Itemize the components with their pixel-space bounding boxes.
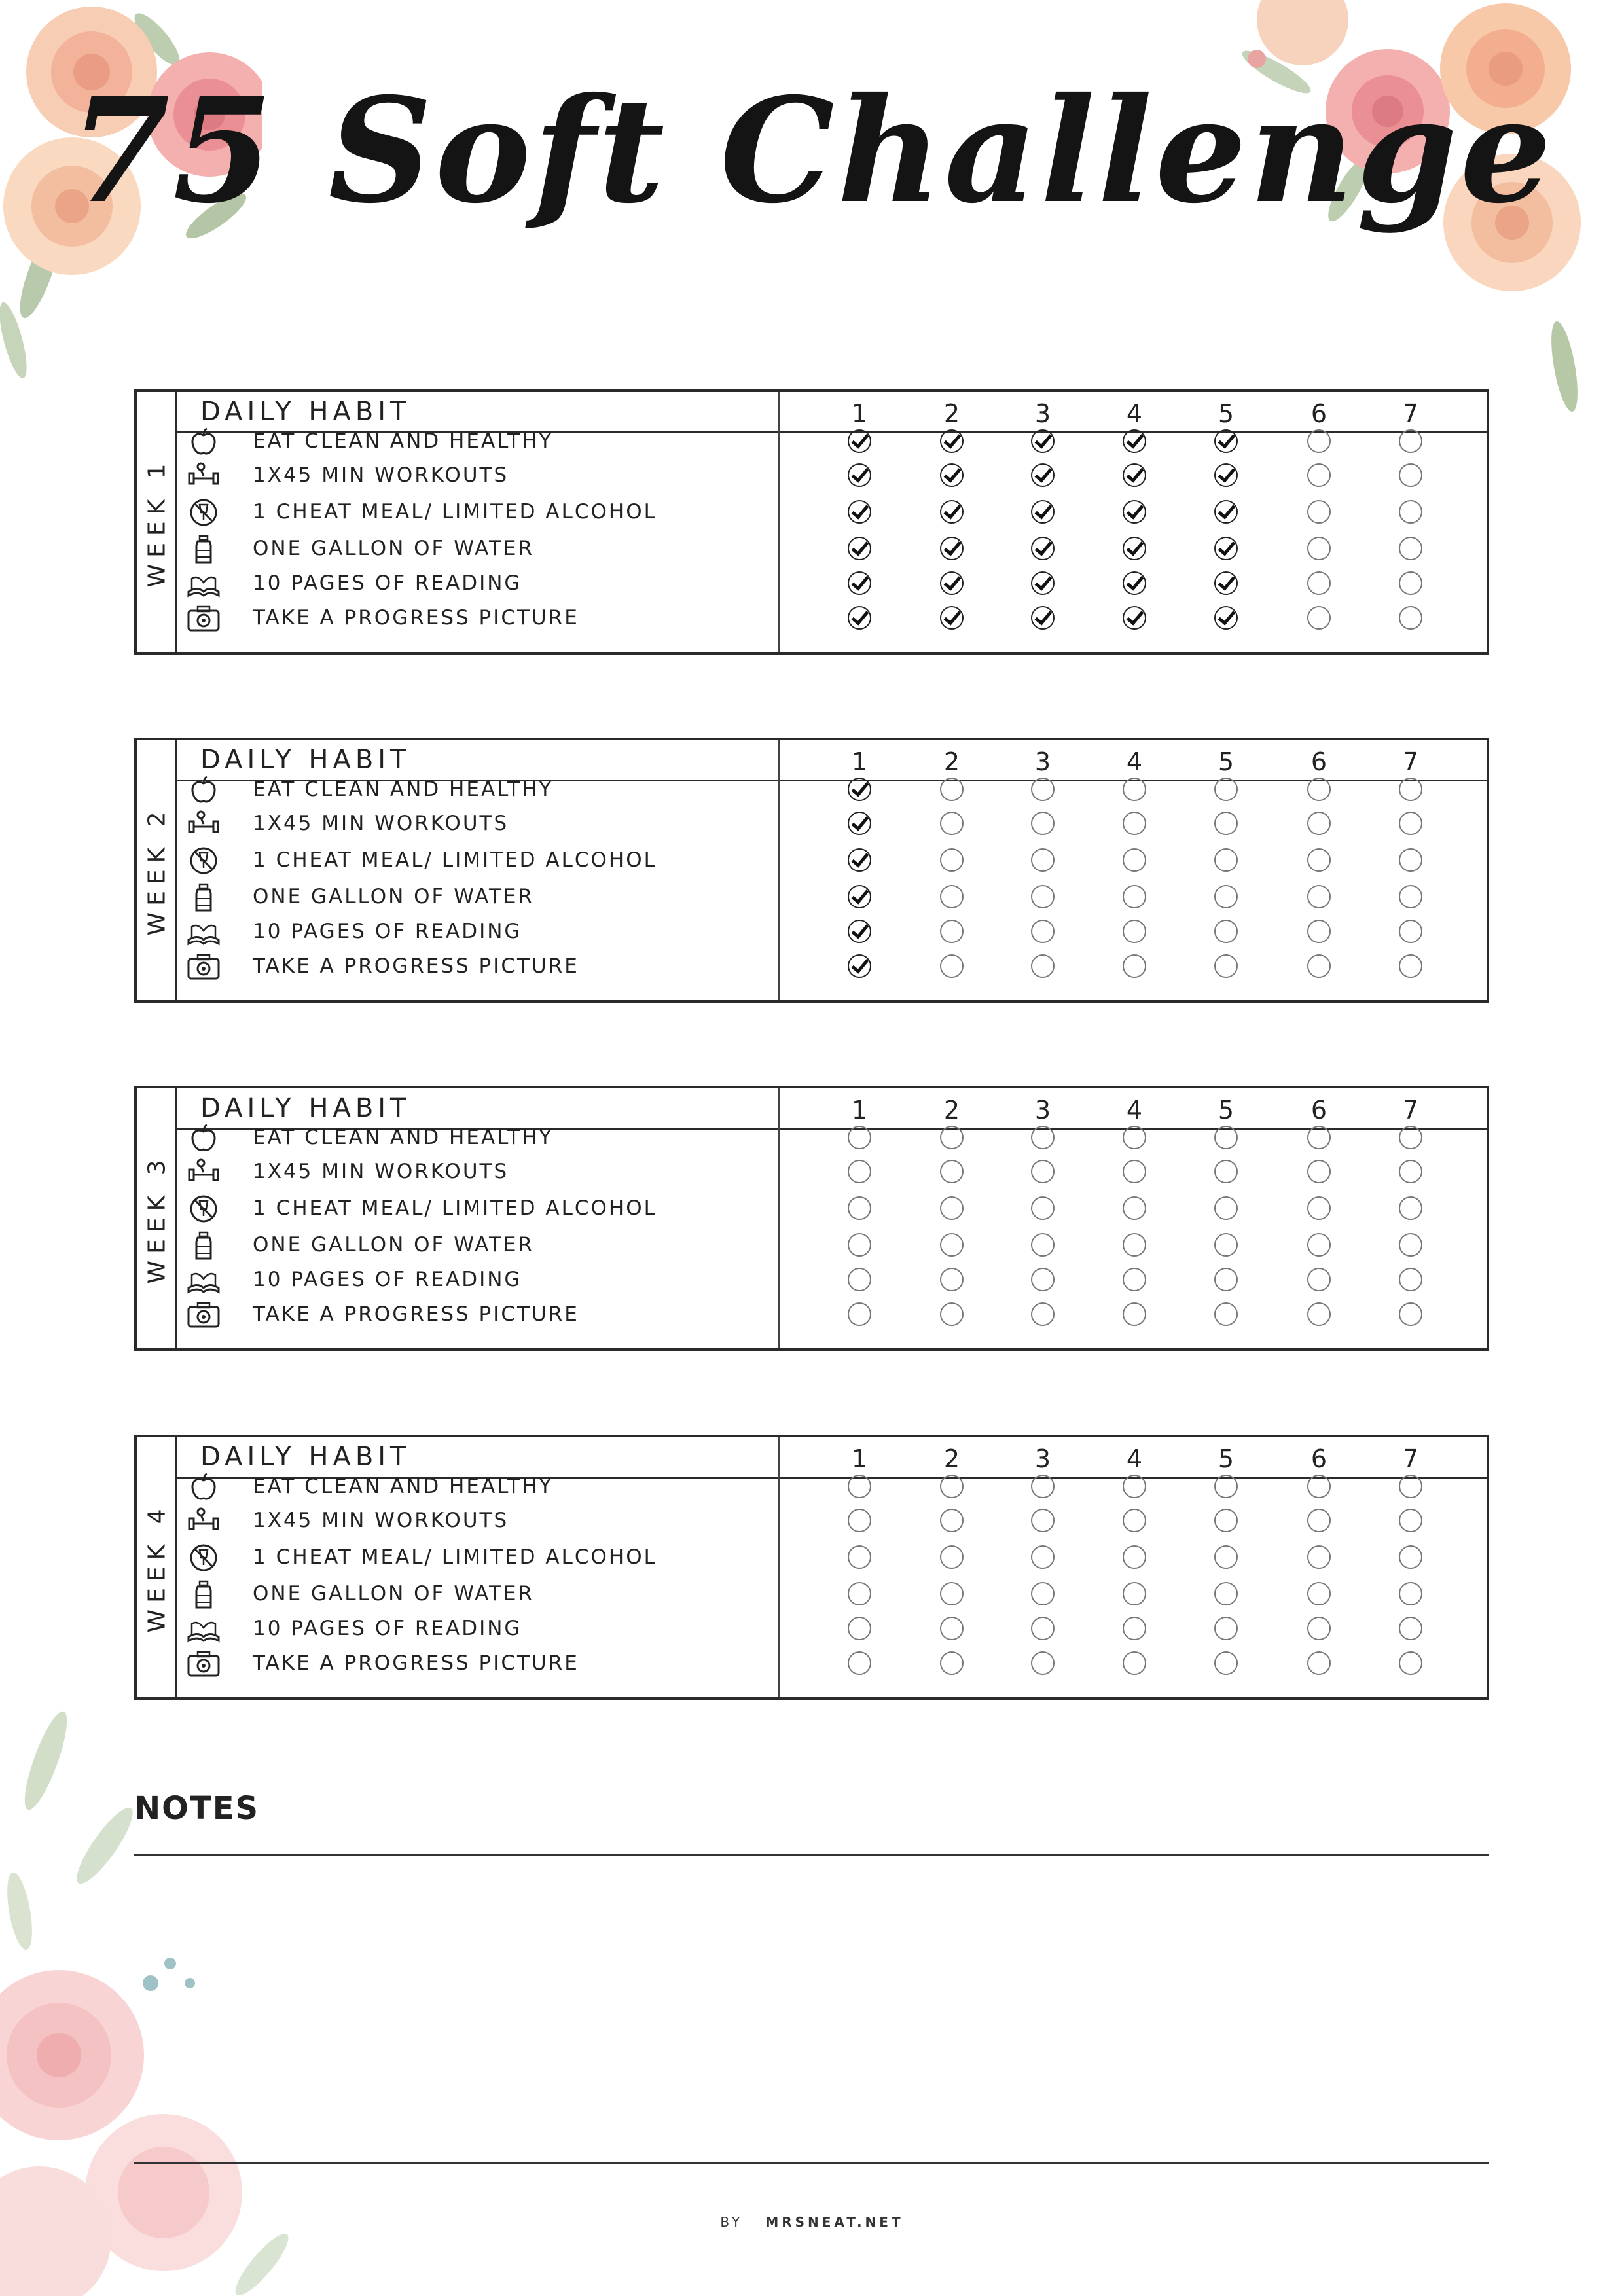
habit-row: [177, 1611, 1487, 1646]
day-number-header: 1: [851, 1096, 868, 1124]
day-checkbox[interactable]: [1214, 920, 1238, 943]
day-checkbox[interactable]: [1399, 463, 1422, 487]
apple-icon: [187, 1124, 221, 1153]
day-checkbox[interactable]: [1214, 885, 1238, 908]
day-checkbox[interactable]: [848, 1268, 871, 1291]
day-checkbox[interactable]: [1214, 812, 1238, 835]
habit-label: 10 PAGES OF READING: [253, 1617, 522, 1640]
habit-row: [177, 423, 1487, 459]
day-checkbox[interactable]: [1031, 1475, 1055, 1498]
day-number-header: 6: [1310, 747, 1327, 776]
day-checkbox[interactable]: [848, 848, 871, 872]
day-checkbox[interactable]: [1031, 848, 1055, 872]
day-checkbox[interactable]: [1307, 571, 1331, 595]
habit-label: 10 PAGES OF READING: [253, 1268, 522, 1291]
day-checkbox[interactable]: [1214, 1509, 1238, 1532]
day-checkbox[interactable]: [848, 778, 871, 801]
day-checkbox[interactable]: [848, 571, 871, 595]
workout-icon: [187, 810, 221, 838]
no-alcohol-icon: [187, 846, 221, 875]
day-checkbox[interactable]: [1214, 463, 1238, 487]
floral-corner-bottom-left: [0, 1676, 308, 2296]
day-checkbox[interactable]: [1307, 606, 1331, 630]
day-checkbox[interactable]: [1399, 500, 1422, 524]
day-checkbox[interactable]: [940, 537, 964, 560]
habit-label: ONE GALLON OF WATER: [253, 1233, 535, 1257]
habit-label: TAKE A PROGRESS PICTURE: [253, 1302, 579, 1326]
day-checkbox[interactable]: [848, 429, 871, 453]
day-checkbox[interactable]: [1307, 1268, 1331, 1291]
footer-credit: [0, 2214, 1624, 2230]
day-checkbox[interactable]: [1123, 571, 1146, 595]
day-checkbox[interactable]: [940, 812, 964, 835]
day-checkbox[interactable]: [940, 778, 964, 801]
habit-label: EAT CLEAN AND HEALTHY: [253, 1126, 554, 1149]
day-checkbox[interactable]: [1399, 1268, 1422, 1291]
day-checkbox[interactable]: [848, 1475, 871, 1498]
day-checkbox[interactable]: [1123, 1617, 1146, 1640]
day-checkbox[interactable]: [1123, 1509, 1146, 1532]
habit-row: [177, 1154, 1487, 1189]
day-checkbox[interactable]: [848, 1196, 871, 1220]
day-checkbox[interactable]: [1031, 778, 1055, 801]
water-bottle-icon: [187, 535, 221, 564]
day-checkbox[interactable]: [1123, 1160, 1146, 1183]
camera-icon: [187, 1300, 221, 1329]
day-number-header: 5: [1218, 1096, 1235, 1124]
habit-row: [177, 1227, 1487, 1263]
week-label-column: [137, 392, 177, 652]
day-checkbox[interactable]: [940, 463, 964, 487]
footer-site: MRSNEAT.NET: [765, 2214, 904, 2230]
habit-label: 1 CHEAT MEAL/ LIMITED ALCOHOL: [253, 1545, 657, 1569]
week-label: WEEK 4: [143, 1501, 171, 1633]
apple-icon: [187, 776, 221, 804]
day-checkbox[interactable]: [1123, 812, 1146, 835]
habit-row: [177, 531, 1487, 566]
day-checkbox[interactable]: [1399, 537, 1422, 560]
habit-row: [177, 1120, 1487, 1155]
day-checkbox[interactable]: [1031, 885, 1055, 908]
day-checkbox[interactable]: [1214, 500, 1238, 524]
day-checkbox[interactable]: [1214, 778, 1238, 801]
day-checkbox[interactable]: [1123, 954, 1146, 978]
habit-label: TAKE A PROGRESS PICTURE: [253, 1651, 579, 1675]
notes-top-line: [134, 1854, 1489, 1856]
day-number-header: 6: [1310, 1096, 1327, 1124]
day-checkbox[interactable]: [1123, 1545, 1146, 1569]
day-checkbox[interactable]: [1031, 463, 1055, 487]
day-number-header: 3: [1034, 1096, 1051, 1124]
day-checkbox[interactable]: [1214, 1268, 1238, 1291]
day-checkbox[interactable]: [1214, 1545, 1238, 1569]
day-checkbox[interactable]: [1123, 1268, 1146, 1291]
day-checkbox[interactable]: [1399, 429, 1422, 453]
day-checkbox[interactable]: [940, 954, 964, 978]
day-checkbox[interactable]: [1307, 1545, 1331, 1569]
day-checkbox[interactable]: [1307, 463, 1331, 487]
day-checkbox[interactable]: [1031, 1509, 1055, 1532]
habit-row: [177, 457, 1487, 493]
day-checkbox[interactable]: [1123, 1651, 1146, 1675]
day-checkbox[interactable]: [1307, 1617, 1331, 1640]
day-checkbox[interactable]: [1399, 954, 1422, 978]
day-checkbox[interactable]: [1214, 954, 1238, 978]
daily-habit-header: DAILY HABIT: [200, 745, 411, 775]
day-checkbox[interactable]: [1307, 1126, 1331, 1149]
week-tracker-3: [134, 1086, 1489, 1351]
book-icon: [187, 569, 221, 598]
no-alcohol-icon: [187, 1194, 221, 1223]
day-checkbox[interactable]: [1399, 1233, 1422, 1257]
daily-habit-header: DAILY HABIT: [200, 1093, 411, 1123]
day-checkbox[interactable]: [1214, 537, 1238, 560]
week-label-column: [137, 740, 177, 1000]
day-checkbox[interactable]: [1214, 1302, 1238, 1326]
day-checkbox[interactable]: [1307, 500, 1331, 524]
day-checkbox[interactable]: [1123, 500, 1146, 524]
day-number-header: 2: [943, 1444, 960, 1473]
day-number-header: 1: [851, 747, 868, 776]
day-number-header: 5: [1218, 747, 1235, 776]
day-checkbox[interactable]: [848, 1160, 871, 1183]
day-checkbox[interactable]: [848, 1233, 871, 1257]
day-checkbox[interactable]: [848, 920, 871, 943]
habit-label: ONE GALLON OF WATER: [253, 537, 535, 560]
water-bottle-icon: [187, 1231, 221, 1260]
habit-row: [177, 806, 1487, 841]
day-checkbox[interactable]: [848, 1509, 871, 1532]
day-checkbox[interactable]: [1031, 812, 1055, 835]
day-checkbox[interactable]: [1123, 778, 1146, 801]
day-checkbox[interactable]: [1399, 1302, 1422, 1326]
day-checkbox[interactable]: [940, 1302, 964, 1326]
habit-row: [177, 1576, 1487, 1611]
day-number-header: 5: [1218, 1444, 1235, 1473]
day-checkbox[interactable]: [940, 500, 964, 524]
week-label: WEEK 2: [143, 804, 171, 936]
habit-row: [177, 600, 1487, 636]
habit-label: 10 PAGES OF READING: [253, 571, 522, 595]
day-checkbox[interactable]: [1031, 429, 1055, 453]
day-checkbox[interactable]: [940, 1126, 964, 1149]
habit-row: [177, 1503, 1487, 1538]
habit-label: TAKE A PROGRESS PICTURE: [253, 606, 579, 630]
day-checkbox[interactable]: [1307, 1582, 1331, 1605]
day-checkbox[interactable]: [1399, 885, 1422, 908]
habit-row: [177, 1262, 1487, 1297]
habit-row: [177, 914, 1487, 949]
day-checkbox[interactable]: [1307, 1160, 1331, 1183]
day-checkbox[interactable]: [1307, 537, 1331, 560]
day-checkbox[interactable]: [1399, 812, 1422, 835]
day-checkbox[interactable]: [1307, 1302, 1331, 1326]
day-checkbox[interactable]: [1031, 1545, 1055, 1569]
day-checkbox[interactable]: [1307, 1196, 1331, 1220]
day-checkbox[interactable]: [1307, 1475, 1331, 1498]
day-checkbox[interactable]: [1031, 1268, 1055, 1291]
day-number-header: 2: [943, 399, 960, 428]
habit-row: [177, 772, 1487, 807]
habit-label: 1X45 MIN WORKOUTS: [253, 1509, 509, 1532]
day-checkbox[interactable]: [940, 848, 964, 872]
day-checkbox[interactable]: [1399, 1651, 1422, 1675]
day-checkbox[interactable]: [1123, 1302, 1146, 1326]
habit-row: [177, 1539, 1487, 1575]
day-checkbox[interactable]: [1399, 571, 1422, 595]
notes-bottom-line: [134, 2162, 1489, 2164]
workout-icon: [187, 1507, 221, 1535]
no-alcohol-icon: [187, 498, 221, 527]
habit-label: EAT CLEAN AND HEALTHY: [253, 778, 554, 801]
day-checkbox[interactable]: [848, 537, 871, 560]
habit-row: [177, 1469, 1487, 1504]
habit-label: 1X45 MIN WORKOUTS: [253, 463, 509, 487]
day-checkbox[interactable]: [1214, 1126, 1238, 1149]
day-checkbox[interactable]: [940, 1233, 964, 1257]
day-checkbox[interactable]: [940, 1196, 964, 1220]
day-checkbox[interactable]: [1214, 1475, 1238, 1498]
day-checkbox[interactable]: [1123, 537, 1146, 560]
water-bottle-icon: [187, 1580, 221, 1609]
day-checkbox[interactable]: [1307, 1233, 1331, 1257]
day-number-header: 4: [1126, 747, 1143, 776]
day-number-header: 6: [1310, 399, 1327, 428]
week-label: WEEK 1: [143, 456, 171, 588]
day-checkbox[interactable]: [1307, 885, 1331, 908]
day-checkbox[interactable]: [1214, 606, 1238, 630]
water-bottle-icon: [187, 883, 221, 912]
day-checkbox[interactable]: [1399, 606, 1422, 630]
day-checkbox[interactable]: [1123, 1126, 1146, 1149]
day-checkbox[interactable]: [1399, 1160, 1422, 1183]
day-number-header: 2: [943, 1096, 960, 1124]
week-tracker-4: [134, 1435, 1489, 1700]
day-checkbox[interactable]: [1399, 1617, 1422, 1640]
week-tracker-1: [134, 389, 1489, 655]
day-checkbox[interactable]: [1307, 1509, 1331, 1532]
habit-label: 1 CHEAT MEAL/ LIMITED ALCOHOL: [253, 1196, 657, 1220]
camera-icon: [187, 604, 221, 633]
day-checkbox[interactable]: [1307, 778, 1331, 801]
day-checkbox[interactable]: [940, 920, 964, 943]
day-number-header: 4: [1126, 399, 1143, 428]
day-checkbox[interactable]: [1399, 778, 1422, 801]
day-checkbox[interactable]: [1307, 954, 1331, 978]
day-checkbox[interactable]: [1399, 1582, 1422, 1605]
day-checkbox[interactable]: [848, 1582, 871, 1605]
day-number-header: 7: [1402, 747, 1419, 776]
day-checkbox[interactable]: [1307, 920, 1331, 943]
daily-habit-header: DAILY HABIT: [200, 397, 411, 427]
day-checkbox[interactable]: [1214, 429, 1238, 453]
day-checkbox[interactable]: [1123, 606, 1146, 630]
day-checkbox[interactable]: [1214, 1617, 1238, 1640]
day-checkbox[interactable]: [1307, 1651, 1331, 1675]
habit-row: [177, 1645, 1487, 1681]
day-checkbox[interactable]: [1031, 1651, 1055, 1675]
day-checkbox[interactable]: [1031, 537, 1055, 560]
day-number-header: 4: [1126, 1444, 1143, 1473]
day-checkbox[interactable]: [940, 1582, 964, 1605]
day-checkbox[interactable]: [1031, 954, 1055, 978]
day-checkbox[interactable]: [848, 1617, 871, 1640]
habit-row: [177, 565, 1487, 601]
day-checkbox[interactable]: [1307, 429, 1331, 453]
day-checkbox[interactable]: [1031, 1302, 1055, 1326]
habit-row: [177, 842, 1487, 878]
day-checkbox[interactable]: [940, 571, 964, 595]
habit-label: 10 PAGES OF READING: [253, 920, 522, 943]
day-checkbox[interactable]: [940, 429, 964, 453]
workout-icon: [187, 461, 221, 490]
week-tracker-2: [134, 738, 1489, 1003]
day-number-header: 7: [1402, 399, 1419, 428]
day-checkbox[interactable]: [940, 606, 964, 630]
habit-label: EAT CLEAN AND HEALTHY: [253, 1475, 554, 1498]
day-checkbox[interactable]: [1031, 1582, 1055, 1605]
day-checkbox[interactable]: [1031, 606, 1055, 630]
book-icon: [187, 1615, 221, 1643]
habit-label: 1 CHEAT MEAL/ LIMITED ALCOHOL: [253, 848, 657, 872]
day-checkbox[interactable]: [1031, 1160, 1055, 1183]
camera-icon: [187, 952, 221, 981]
no-alcohol-icon: [187, 1543, 221, 1572]
day-checkbox[interactable]: [1214, 1196, 1238, 1220]
day-number-header: 1: [851, 399, 868, 428]
habit-label: 1X45 MIN WORKOUTS: [253, 1160, 509, 1183]
day-checkbox[interactable]: [1031, 1617, 1055, 1640]
day-number-header: 1: [851, 1444, 868, 1473]
week-label: WEEK 3: [143, 1153, 171, 1284]
day-checkbox[interactable]: [1031, 500, 1055, 524]
book-icon: [187, 1266, 221, 1295]
apple-icon: [187, 1473, 221, 1501]
day-checkbox[interactable]: [848, 812, 871, 835]
day-checkbox[interactable]: [940, 1651, 964, 1675]
day-checkbox[interactable]: [1123, 1233, 1146, 1257]
day-number-header: 3: [1034, 1444, 1051, 1473]
day-checkbox[interactable]: [1123, 885, 1146, 908]
week-label-column: [137, 1088, 177, 1348]
day-checkbox[interactable]: [1123, 1582, 1146, 1605]
book-icon: [187, 918, 221, 946]
day-checkbox[interactable]: [1123, 848, 1146, 872]
camera-icon: [187, 1649, 221, 1678]
footer-by: BY: [720, 2214, 744, 2230]
day-checkbox[interactable]: [1123, 920, 1146, 943]
day-checkbox[interactable]: [940, 1509, 964, 1532]
day-number-header: 7: [1402, 1096, 1419, 1124]
workout-icon: [187, 1158, 221, 1187]
day-checkbox[interactable]: [1031, 1196, 1055, 1220]
habit-label: EAT CLEAN AND HEALTHY: [253, 429, 554, 453]
day-checkbox[interactable]: [1031, 1233, 1055, 1257]
day-checkbox[interactable]: [940, 1617, 964, 1640]
day-checkbox[interactable]: [848, 1651, 871, 1675]
day-checkbox[interactable]: [848, 1126, 871, 1149]
day-checkbox[interactable]: [1214, 848, 1238, 872]
day-number-header: 3: [1034, 747, 1051, 776]
day-checkbox[interactable]: [848, 463, 871, 487]
notes-heading: NOTES: [134, 1790, 260, 1827]
day-checkbox[interactable]: [1123, 1475, 1146, 1498]
day-checkbox[interactable]: [1031, 920, 1055, 943]
day-checkbox[interactable]: [940, 1475, 964, 1498]
day-checkbox[interactable]: [1031, 1126, 1055, 1149]
day-checkbox[interactable]: [1399, 1545, 1422, 1569]
day-checkbox[interactable]: [1399, 1475, 1422, 1498]
day-checkbox[interactable]: [848, 606, 871, 630]
day-checkbox[interactable]: [1307, 848, 1331, 872]
day-checkbox[interactable]: [1399, 920, 1422, 943]
day-checkbox[interactable]: [1214, 1160, 1238, 1183]
day-number-header: 3: [1034, 399, 1051, 428]
habit-row: [177, 879, 1487, 914]
habit-row: [177, 1297, 1487, 1332]
day-checkbox[interactable]: [1399, 1126, 1422, 1149]
day-number-header: 6: [1310, 1444, 1327, 1473]
day-checkbox[interactable]: [1123, 429, 1146, 453]
day-checkbox[interactable]: [1214, 1582, 1238, 1605]
day-checkbox[interactable]: [1307, 812, 1331, 835]
habit-row: [177, 948, 1487, 984]
week-label-column: [137, 1437, 177, 1697]
day-checkbox[interactable]: [1399, 1509, 1422, 1532]
day-checkbox[interactable]: [1123, 1196, 1146, 1220]
daily-habit-header: DAILY HABIT: [200, 1442, 411, 1472]
day-checkbox[interactable]: [940, 1545, 964, 1569]
day-checkbox[interactable]: [940, 885, 964, 908]
day-checkbox[interactable]: [1214, 571, 1238, 595]
day-checkbox[interactable]: [848, 954, 871, 978]
day-checkbox[interactable]: [848, 1545, 871, 1569]
day-number-header: 5: [1218, 399, 1235, 428]
day-checkbox[interactable]: [1214, 1233, 1238, 1257]
day-number-header: 4: [1126, 1096, 1143, 1124]
day-number-header: 2: [943, 747, 960, 776]
apple-icon: [187, 427, 221, 456]
habit-row: [177, 494, 1487, 529]
day-checkbox[interactable]: [1123, 463, 1146, 487]
day-checkbox[interactable]: [1399, 848, 1422, 872]
day-checkbox[interactable]: [1031, 571, 1055, 595]
day-checkbox[interactable]: [940, 1268, 964, 1291]
page-title: 75 Soft Challenge: [69, 65, 1555, 235]
day-number-header: 7: [1402, 1444, 1419, 1473]
habit-label: ONE GALLON OF WATER: [253, 885, 535, 908]
day-checkbox[interactable]: [1214, 1651, 1238, 1675]
day-checkbox[interactable]: [1399, 1196, 1422, 1220]
day-checkbox[interactable]: [848, 1302, 871, 1326]
day-checkbox[interactable]: [940, 1160, 964, 1183]
day-checkbox[interactable]: [848, 885, 871, 908]
habit-label: 1X45 MIN WORKOUTS: [253, 812, 509, 835]
habit-label: TAKE A PROGRESS PICTURE: [253, 954, 579, 978]
habit-label: 1 CHEAT MEAL/ LIMITED ALCOHOL: [253, 500, 657, 524]
habit-label: ONE GALLON OF WATER: [253, 1582, 535, 1605]
habit-row: [177, 1191, 1487, 1226]
day-checkbox[interactable]: [848, 500, 871, 524]
